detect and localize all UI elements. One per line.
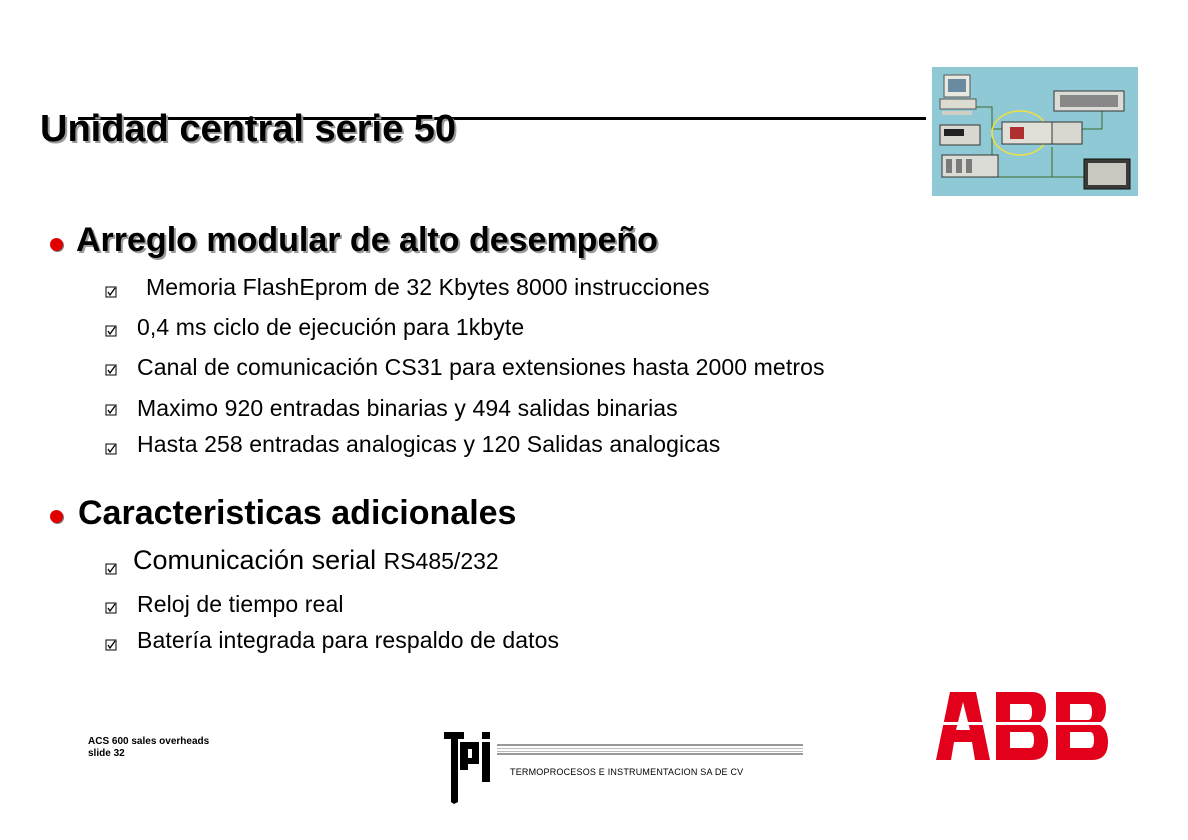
abb-logo-graphic <box>936 692 1110 760</box>
network-diagram-graphic <box>932 67 1138 196</box>
list-item: Reloj de tiempo real <box>137 591 344 617</box>
section2-heading: Caracteristicas adicionales <box>78 494 517 532</box>
list-item: Batería integrada para respaldo de datos <box>137 627 560 653</box>
list-item-small: RS485/232 <box>383 548 499 574</box>
list-item-main: Comunicación serial <box>133 545 384 575</box>
list-item: Memoria FlashEprom de 32 Kbytes 8000 instrucciones <box>146 274 710 300</box>
checkbox-icon <box>104 324 118 338</box>
company-rule <box>497 744 803 755</box>
footer-line2: slide 32 <box>88 748 125 759</box>
list-item: 0,4 ms ciclo de ejecución para 1kbyte <box>137 314 525 340</box>
checkbox-icon <box>104 363 118 377</box>
tpi-logo-graphic <box>444 732 492 804</box>
network-diagram-image <box>932 67 1138 196</box>
company-name: TERMOPROCESOS E INSTRUMENTACION SA DE CV <box>510 767 744 777</box>
list-item: Maximo 920 entradas binarias y 494 salidas binarias <box>137 395 678 421</box>
checkbox-icon <box>104 638 118 652</box>
checkbox-icon <box>104 403 118 417</box>
checkbox-icon <box>104 601 118 615</box>
section1-heading: Arreglo modular de alto desempeño <box>76 221 658 259</box>
abb-logo <box>936 692 1110 760</box>
list-item <box>133 545 499 576</box>
tpi-logo <box>444 732 492 804</box>
checkbox-icon <box>104 442 118 456</box>
red-dot-icon <box>50 238 63 251</box>
list-item: Canal de comunicación CS31 para extensiones hasta 2000 metros <box>137 354 825 380</box>
checkbox-icon <box>104 562 118 576</box>
red-dot-icon <box>50 510 63 523</box>
slide-title: Unidad central serie 50 <box>40 108 457 150</box>
checkbox-icon <box>104 285 118 299</box>
list-item: Hasta 258 entradas analogicas y 120 Salidas analogicas <box>137 431 721 457</box>
footer-line1: ACS 600 sales overheads <box>88 736 210 747</box>
footer-caption <box>88 736 209 760</box>
